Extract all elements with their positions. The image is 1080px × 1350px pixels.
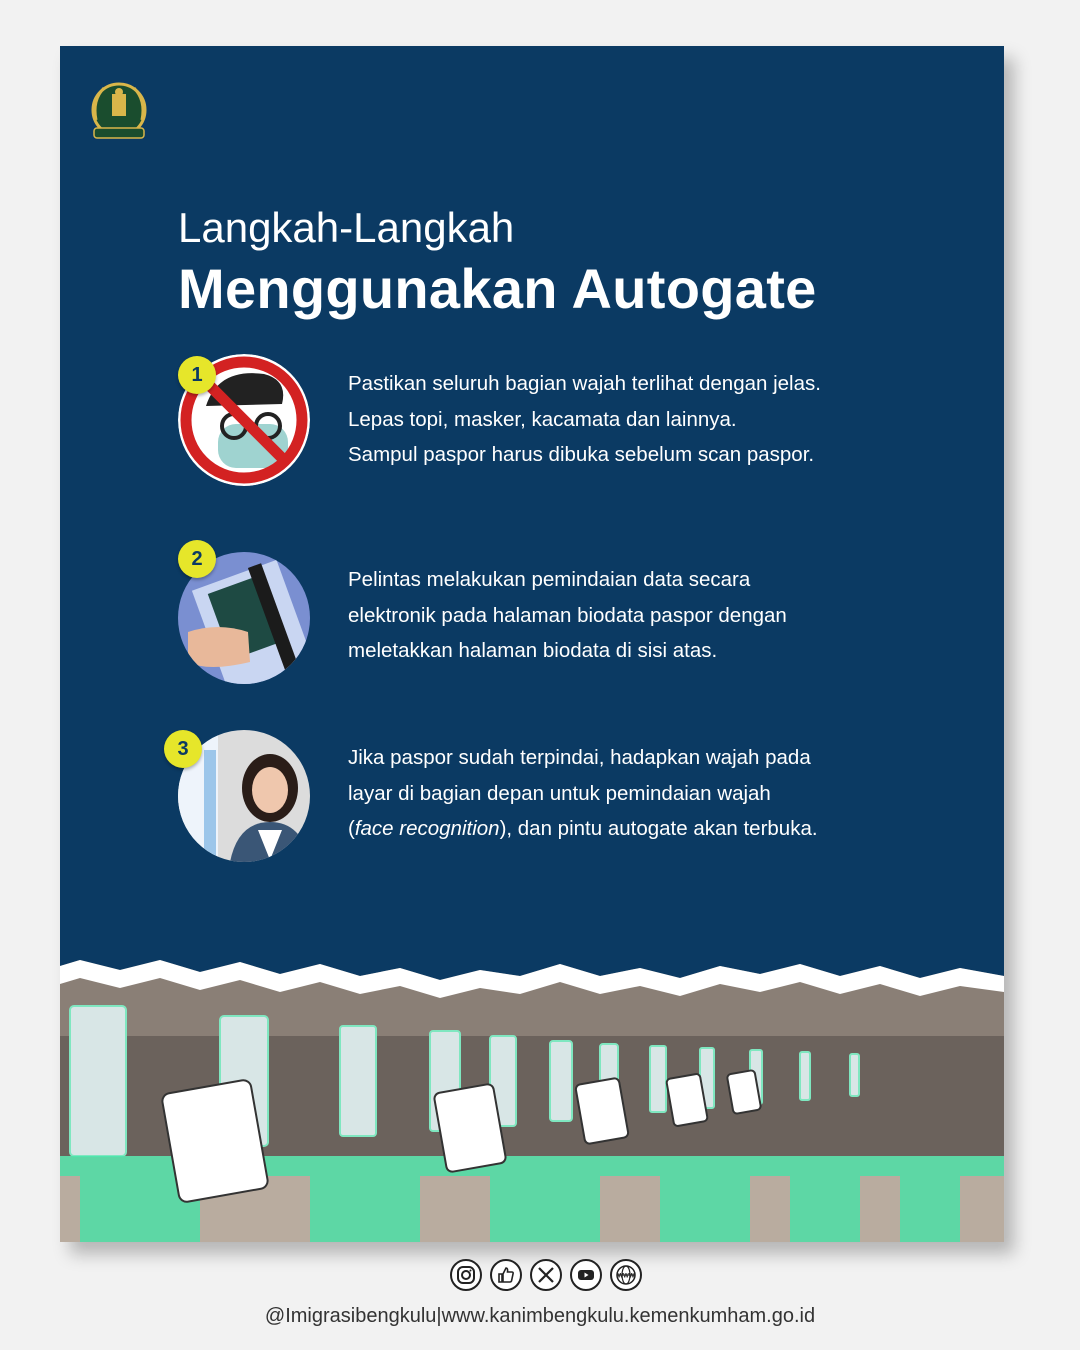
step-1-text: Pastikan seluruh bagian wajah terlihat dengan jelas. Lepas topi, masker, kacamata dan lainnya. Sampul paspor harus dibuka sebelum scan paspor. (348, 372, 821, 466)
infographic-card (60, 46, 1004, 1242)
social-icons (450, 1259, 642, 1291)
x-icon[interactable] (530, 1259, 562, 1291)
step-3-text: Jika paspor sudah terpindai, hadapkan wajah pada layar di bagian depan untuk pemindaian wajah (face recognition), dan pintu autogate akan terbuka. (348, 746, 818, 840)
step-3 (178, 730, 958, 870)
autogate-photo (60, 916, 1004, 1242)
title-light: Langkah-Langkah (178, 204, 515, 251)
title-bold: Menggunakan Autogate (178, 257, 817, 320)
step-number-badge: 2 (178, 540, 216, 578)
youtube-icon[interactable] (570, 1259, 602, 1291)
step-number-badge: 3 (164, 730, 202, 768)
step-number-badge: 1 (178, 356, 216, 394)
www-icon[interactable] (610, 1259, 642, 1291)
svg-text:WWW: WWW (617, 1273, 635, 1280)
instagram-icon[interactable] (450, 1259, 482, 1291)
social-handle[interactable]: @Imigrasibengkulu (264, 1305, 437, 1327)
step-1 (178, 354, 958, 494)
imigrasi-logo (86, 80, 152, 146)
step-2-text: Pelintas melakukan pemindaian data secara elektronik pada halaman biodata paspor dengan meletakkan halaman biodata di sisi atas. (348, 568, 787, 662)
website-link[interactable]: www.kanimbengkulu.kemenkumham.go.id (441, 1305, 816, 1327)
facebook-like-icon[interactable] (490, 1259, 522, 1291)
step-2 (178, 547, 958, 692)
footer-contact (0, 1305, 1080, 1328)
footer-separator: | (436, 1305, 442, 1327)
